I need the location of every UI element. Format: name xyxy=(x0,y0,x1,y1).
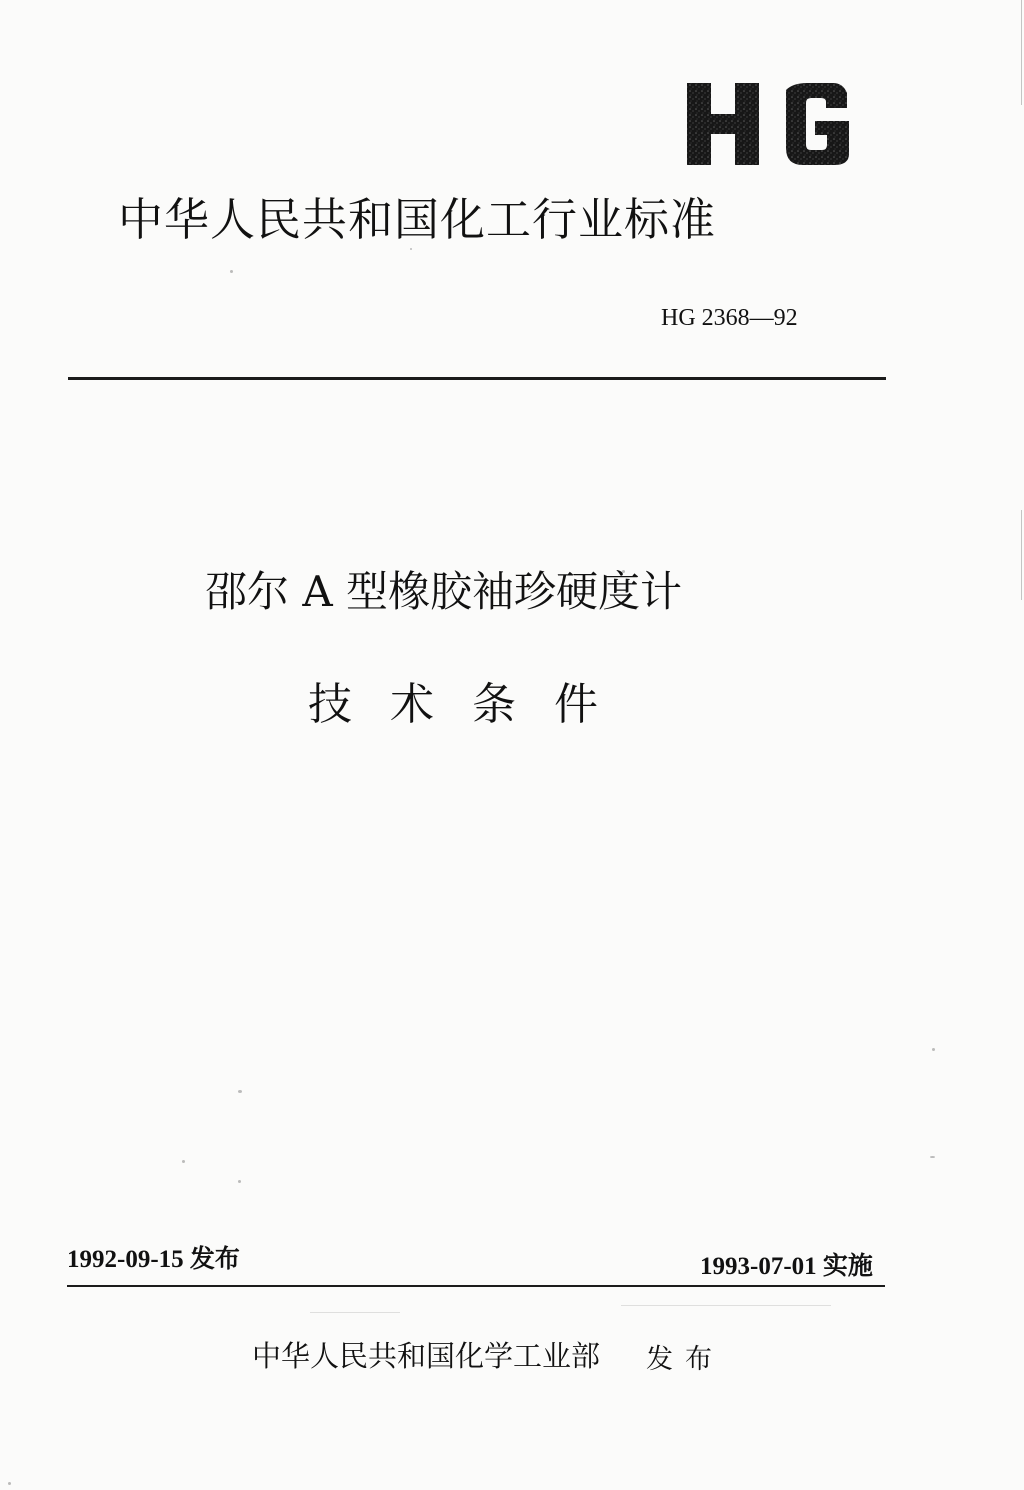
hg-logo xyxy=(683,78,855,170)
document-title: 邵尔 A 型橡胶袖珍硬度计 xyxy=(205,567,683,616)
publisher: 中华人民共和国化学工业部 xyxy=(252,1339,601,1373)
scan-dot xyxy=(622,570,625,573)
issue-date: 1992-09-15 发布 xyxy=(67,1246,240,1273)
scan-dot xyxy=(230,270,233,273)
implementation-date: 1993-07-01 实施 xyxy=(700,1253,873,1280)
scan-dot xyxy=(932,1048,935,1051)
scan-noise xyxy=(310,1312,400,1313)
scan-edge-line xyxy=(1021,0,1022,105)
scan-dot xyxy=(8,1482,11,1485)
scan-edge-line xyxy=(1021,510,1022,600)
standard-title: 中华人民共和国化工行业标准 xyxy=(118,193,717,246)
scan-dot xyxy=(182,1160,185,1163)
scan-dot xyxy=(410,248,412,250)
scan-noise xyxy=(621,1305,831,1306)
publish-label: 发布 xyxy=(646,1344,724,1375)
top-rule xyxy=(68,377,886,380)
scan-dot xyxy=(930,1156,935,1158)
document-subtitle: 技术条件 xyxy=(308,679,636,730)
scan-dot xyxy=(238,1090,242,1093)
bottom-rule xyxy=(67,1285,885,1287)
standard-number: HG 2368—92 xyxy=(661,305,798,331)
scan-dot xyxy=(238,1180,241,1183)
